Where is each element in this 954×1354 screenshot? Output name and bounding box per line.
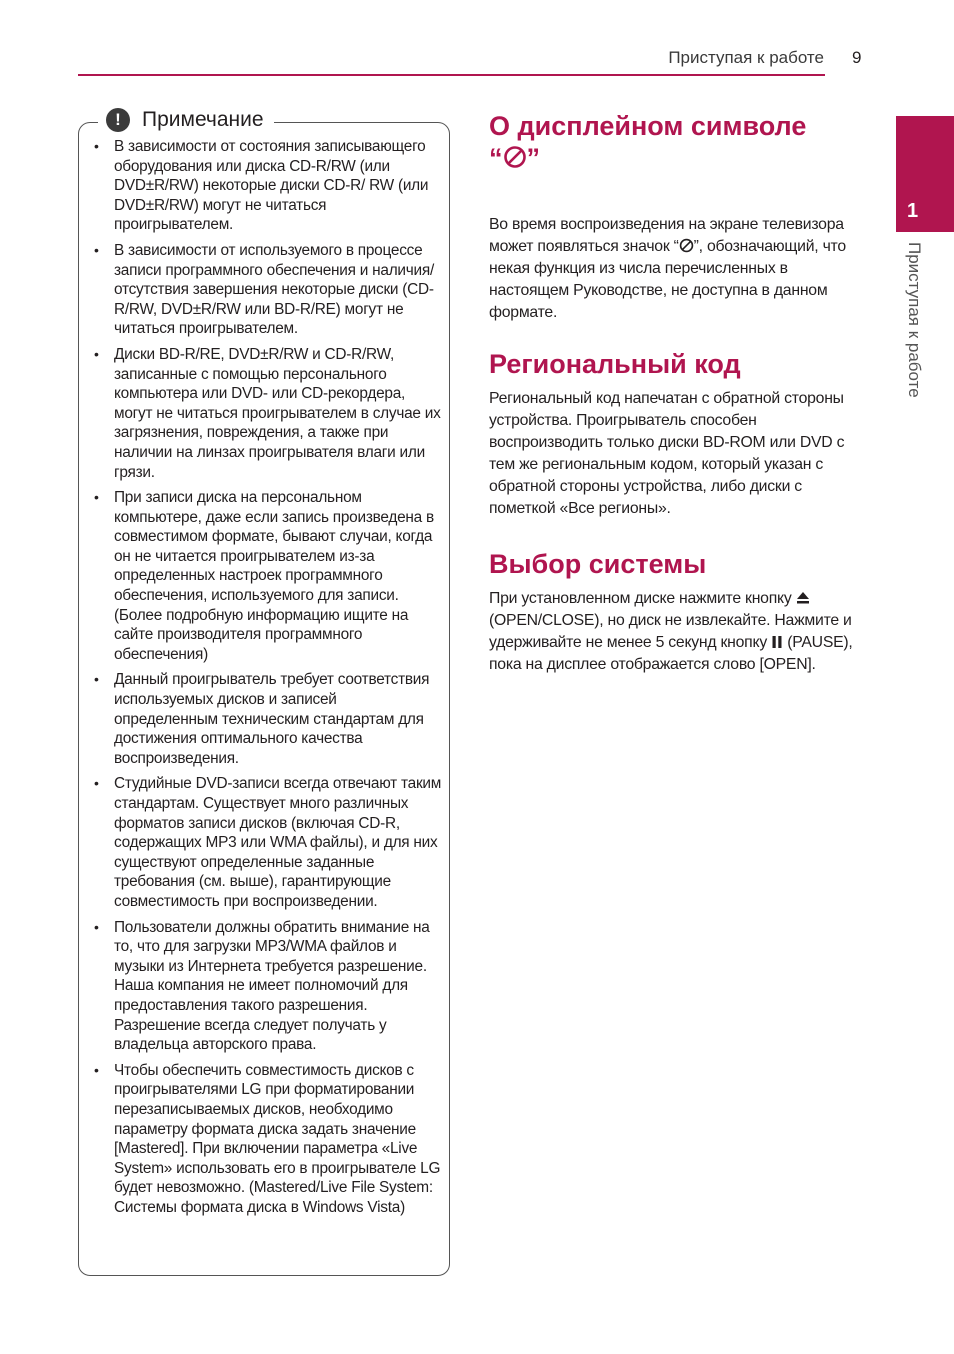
note-item [92,241,444,339]
note-item-text: Диски BD-R/RE, DVD±R/RW и CD-R/RW, записанные с помощью персонального компьютера или DVD- или CD-рекордера, могут не читаться проигрывателем в случае их загрязнения, повреждения, а также при наличии на линзах проигрывателя влаги или грязи. [114,345,441,481]
note-title: Примечание [142,108,264,131]
note-item-text: Чтобы обеспечить совместимость дисков с проигрывателями LG при форматировании перезаписываемых дисков, необходимо параметру формата диска задать значение [Mastered]. При включении параметра «Live System» использовать его в проигрывателе LG будет невозможно. (Mastered/Live File System: Системы формата диска в Windows Vista) [114,1061,441,1216]
note-item-text: В зависимости от используемого в процессе записи программного обеспечения и наличия/отсутствия завершения некоторые диски (CD-R/RW, DVD±R/RW или BD-R/RE) могут не читаться проигрывателем. [114,241,434,338]
prohibited-symbol-icon [503,145,527,169]
header-rule [78,74,825,76]
note-item [92,670,444,768]
note-item-text: Данный проигрыватель требует соответствия используемых дисков и записей определенным техническим стандартам для достижения оптимального качества воспроизведения. [114,671,430,767]
page-number: 9 [852,48,862,67]
note-item [92,774,444,911]
system-select-body-part1: При установленном диске нажмите кнопку [489,590,796,607]
note-item [92,1061,444,1218]
right-column [489,110,867,676]
heading-quote-open: “ [489,143,503,173]
system-select-body [489,588,867,676]
system-select-body-part3: (PAUSE), пока на дисплее отображается слово [OPEN]. [489,634,853,673]
prohibited-symbol-icon [679,238,694,253]
bullet: • [94,671,99,688]
note-item-text: Пользователи должны обратить внимание на то, что для загрузки MP3/WMA файлов и музыки из Интернета требуется разрешение. Наша компания не имеет полномочий для предоставления такого разрешения. Разрешение всегда следует получать у владельца авторского права. [114,918,430,1054]
bullet: • [94,918,99,935]
running-header: Приступая к работе [668,48,824,67]
heading-quote-close: ” [526,143,540,173]
chapter-side-label [902,242,926,417]
note-header [98,104,274,136]
note-item [92,488,444,664]
display-symbol-body-part1: Во время воспроизведения на экране телевизора может появляться значок “ [489,216,844,255]
note-item-text: В зависимости от состояния записывающего оборудования или диска CD-R/RW (или DVD±R/RW) некоторые диски CD-R/ RW (или DVD±R/RW) могут не читаться проигрывателем. [114,138,429,234]
system-select-body-part2: (OPEN/CLOSE), но диск не извлекайте. Нажмите и удерживайте не менее 5 секунд кнопку [489,612,852,651]
pause-icon [771,635,783,649]
chapter-tab [896,116,954,232]
display-symbol-body-part2: ”, обозначающий, что некая функция из числа перечисленных в настоящем Руководстве, не доступна в данном формате. [489,238,846,321]
note-item [92,918,444,1055]
chapter-number: 1 [907,200,919,222]
eject-icon [796,591,810,605]
display-symbol-body [489,214,867,324]
note-item [92,345,444,482]
exclamation-icon: ! [106,108,130,132]
bullet: • [94,489,99,506]
bullet: • [94,138,99,154]
heading-display-symbol [489,110,867,174]
bullet: • [94,775,99,792]
heading-system-select: Выбор системы [489,549,707,579]
note-list [92,137,444,1223]
note-item-text: Студийные DVD-записи всегда отвечают таким стандартам. Существует много различных форматов записи дисков (включая CD-R, содержащих MP3 или WMA файлы), и для них существуют определенные заданные требования (см. выше), гарантирующие совместимость при воспроизведении. [114,775,442,910]
note-item [92,137,444,235]
chapter-side-text: Приступая к работе [905,242,924,398]
bullet: • [94,1061,99,1078]
note-item-text: При записи диска на персональном компьютере, даже если запись произведена в совместимом формате, бывают случаи, когда он не читается проигрывателем из-за определенных настроек программного обеспечения, используемого для записи. (Более подробную информацию ищите на сайте производителя программного обеспечения) [114,489,434,663]
region-code-body: Региональный код напечатан с обратной стороны устройства. Проигрыватель способен воспроизводить только диски BD-ROM или DVD с тем же региональным кодом, который указан с обратной стороны устройства, либо диски с пометкой «Все регионы». [489,390,845,517]
bullet: • [94,241,99,258]
heading-display-symbol-text: О дисплейном символе [489,111,807,141]
bullet: • [94,345,99,362]
heading-region-code: Региональный код [489,349,741,379]
